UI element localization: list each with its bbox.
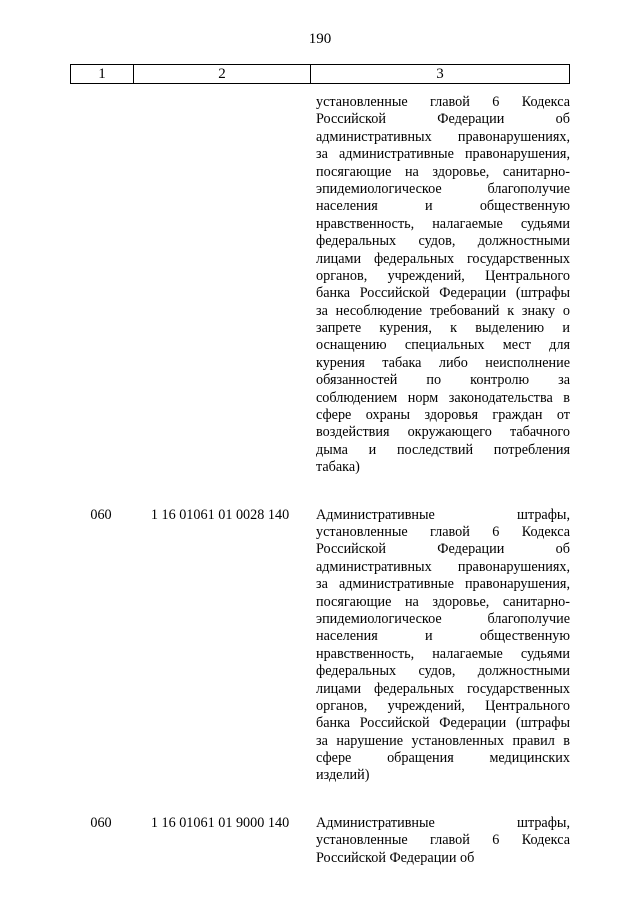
column-header-2: 2 [134,65,311,84]
description-line: органов, учреждений, Центрального [316,697,570,714]
description-line: федеральных судов, должностными [316,233,570,250]
table-body [70,94,570,867]
description-line: табака) [316,459,360,476]
description-line: посягающие на здоровье, санитарно- [316,593,570,610]
description-cell [316,815,570,867]
description-line: эпидемиологическое благополучие [316,610,570,627]
description-line: запрете курения, к выделению и [316,320,570,337]
row-gap [70,477,570,507]
description-line: изделий) [316,767,370,784]
description-line: населения и общественную [316,628,570,645]
description-line: за административные правонарушения, [316,576,570,593]
description-line: оснащению специальных мест для [316,337,570,354]
description-line: сфере охраны здоровья граждан от [316,407,570,424]
description-line: курения табака либо неисполнение [316,354,570,371]
description-line: посягающие на здоровье, санитарно- [316,163,570,180]
description-line: соблюдением норм законодательства в [316,389,570,406]
description-line: за нарушение установленных правил в [316,732,570,749]
column-header-table [70,64,570,84]
table-row [70,815,570,867]
description-line: установленные главой 6 Кодекса [316,523,570,540]
description-line: обязанностей по контролю за [316,372,570,389]
description-cell [316,507,570,785]
budget-classification-code-cell [132,94,308,477]
budget-classification-code-cell: 1 16 01061 01 0028 140 [150,506,290,523]
description-line: эпидемиологическое благополучие [316,180,570,197]
description-line: Российской Федерации об [316,111,570,128]
budget-classification-code-cell: 1 16 01061 01 9000 140 [150,814,290,831]
description-line: сфере обращения медицинских [316,750,570,767]
description-line: федеральных судов, должностными [316,663,570,680]
column-header-row [71,65,570,84]
description-line: нравственность, налагаемые судьями [316,645,570,662]
description-line: воздействия окружающего табачного [316,424,570,441]
description-line: Российской Федерации об [316,541,570,558]
description-line: административных правонарушениях, [316,558,570,575]
description-line: лицами федеральных государственных [316,680,570,697]
column-header-1: 1 [71,65,134,84]
description-line: населения и общественную [316,198,570,215]
description-line: банка Российской Федерации (штрафы [316,715,570,732]
description-line: установленные главой 6 Кодекса [316,832,570,849]
description-line: лицами федеральных государственных [316,250,570,267]
admin-code-cell: 060 [90,506,112,523]
column-header-3: 3 [311,65,570,84]
description-cell [316,94,570,477]
admin-code-cell [70,94,132,477]
description-line: за несоблюдение требований к знаку о [316,302,570,319]
table-row [70,94,570,477]
description-line: за административные правонарушения, [316,146,570,163]
admin-code-cell: 060 [90,814,112,831]
description-line: Административные штрафы, [316,814,570,831]
description-line: органов, учреждений, Центрального [316,267,570,284]
description-line: банка Российской Федерации (штрафы [316,285,570,302]
description-line: административных правонарушениях, [316,128,570,145]
description-line: Российской Федерации об [316,849,475,866]
page-number: 190 [308,31,332,47]
table-row [70,507,570,785]
description-line: Административные штрафы, [316,506,570,523]
description-line: нравственность, налагаемые судьями [316,215,570,232]
description-line: дыма и последствий потребления [316,441,570,458]
row-gap [70,785,570,815]
description-line: установленные главой 6 Кодекса [316,94,570,110]
